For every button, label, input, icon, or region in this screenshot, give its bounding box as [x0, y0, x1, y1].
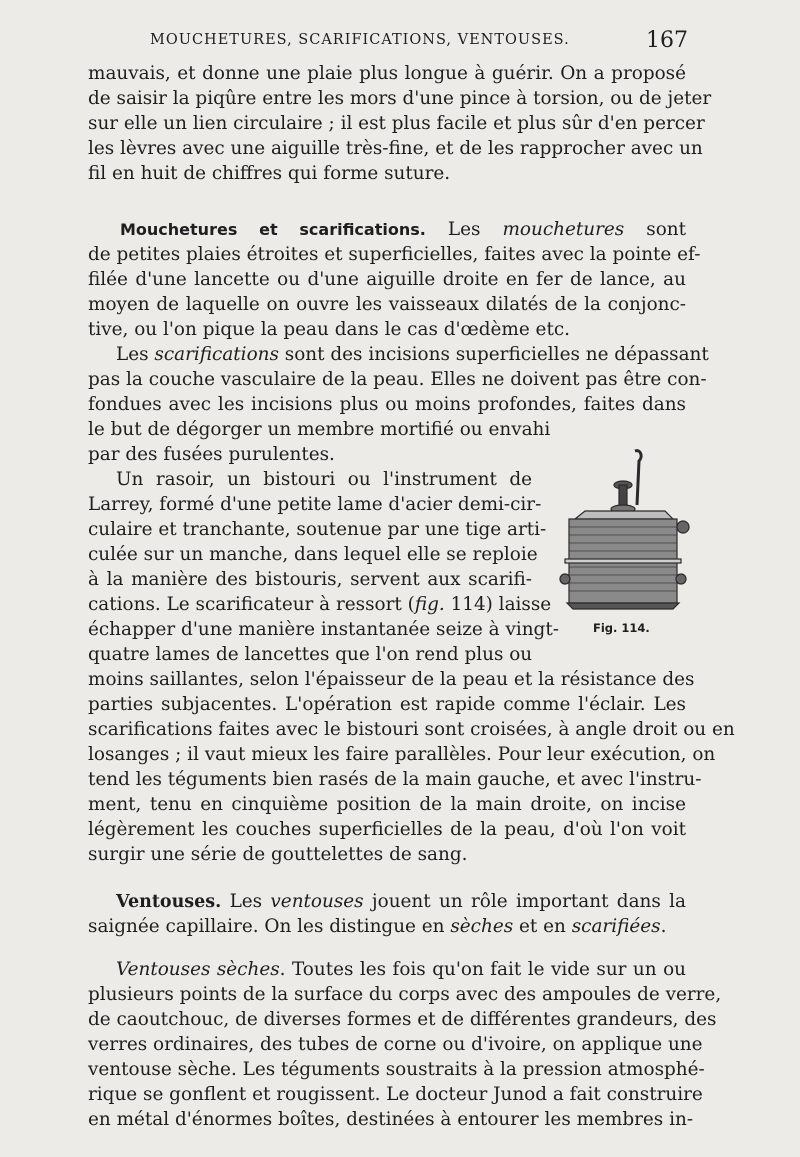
- text-line: surgir une série de gouttelettes de sang.: [88, 844, 468, 865]
- text-line: scarifications faites avec le bistouri sont croisées, à angle droit ou en: [88, 719, 735, 740]
- text-line: de caoutchouc, de diverses formes et de différentes grandeurs, des: [88, 1009, 717, 1030]
- italic-term: scarifiées: [571, 916, 661, 937]
- figure-caption: Fig. 114.: [593, 621, 650, 635]
- text-line: verres ordinaires, des tubes de corne ou d'ivoire, on applique une: [88, 1034, 703, 1055]
- italic-term: mouchetures: [502, 219, 625, 240]
- scarificator-illustration: [555, 445, 695, 615]
- text-span: Les: [221, 891, 271, 912]
- text-line: Un rasoir, un bistouri ou l'instrument de: [116, 469, 532, 490]
- running-head: MOUCHETURES, SCARIFICATIONS, VENTOUSES.: [150, 32, 570, 48]
- text-line: culaire et tranchante, soutenue par une tige arti-: [88, 519, 547, 540]
- text-line: parties subjacentes. L'opération est rapide comme l'éclair. Les: [88, 694, 686, 715]
- text-line: tend les téguments bien rasés de la main gauche, et avec l'instru-: [88, 769, 702, 790]
- section-heading-line: [120, 218, 686, 242]
- text-span: et en: [513, 916, 572, 937]
- text-line: [88, 593, 552, 617]
- text-span: . Toutes les fois qu'on fait le vide sur un ou: [279, 959, 686, 980]
- text-line: culée sur un manche, dans lequel elle se reploie: [88, 544, 538, 565]
- text-line: de petites plaies étroites et superficielles, faites avec la pointe ef-: [88, 244, 701, 265]
- page-number: 167: [646, 28, 688, 53]
- text-line: ment, tenu en cinquième position de la main droite, on incise: [88, 794, 686, 815]
- italic-term: ventouses: [270, 891, 364, 912]
- text-line: en métal d'énormes boîtes, destinées à entourer les membres in-: [88, 1109, 694, 1130]
- text-line: les lèvres avec une aiguille très-fine, et de les rapprocher avec un: [88, 138, 703, 159]
- text-line: à la manière des bistouris, servent aux scarifi-: [88, 569, 532, 590]
- text-line: pas la couche vasculaire de la peau. Elles ne doivent pas être con-: [88, 369, 707, 390]
- text-line: le but de dégorger un membre mortifié ou envahi: [88, 419, 551, 440]
- section-heading-line: [116, 890, 686, 914]
- text-span: saignée capillaire. On les distingue en: [88, 916, 451, 937]
- text-line: plusieurs points de la surface du corps avec des ampoules de verre,: [88, 984, 722, 1005]
- italic-term: fig.: [414, 594, 445, 615]
- text-line: échapper d'une manière instantanée seize à vingt-: [88, 619, 559, 640]
- text-span: Les: [116, 344, 155, 365]
- text-line: [116, 343, 709, 367]
- text-line: losanges ; il vaut mieux les faire parallèles. Pour leur exécution, on: [88, 744, 716, 765]
- text-line: fil en huit de chiffres qui forme suture.: [88, 163, 451, 184]
- text-line: de saisir la piqûre entre les mors d'une pince à torsion, ou de jeter: [88, 88, 712, 109]
- text-line: quatre lames de lancettes que l'on rend plus ou: [88, 644, 533, 665]
- italic-subheading: Ventouses sèches: [116, 959, 280, 980]
- italic-term: scarifications: [154, 344, 279, 365]
- text-span: cations. Le scarificateur à ressort (: [88, 594, 415, 615]
- section-heading-mouchetures: Mouchetures et scarifications.: [120, 220, 426, 239]
- text-line: [116, 958, 686, 982]
- text-line: fondues avec les incisions plus ou moins profondes, faites dans: [88, 394, 686, 415]
- text-line: moins saillantes, selon l'épaisseur de la peau et la résistance des: [88, 669, 695, 690]
- text-span: 114) laisse: [444, 594, 552, 615]
- text-span: jouent un rôle important dans la: [363, 891, 686, 912]
- text-line: sur elle un lien circulaire ; il est plus facile et plus sûr d'en percer: [88, 113, 705, 134]
- text-line: ventouse sèche. Les téguments soustraits à la pression atmosphé-: [88, 1059, 705, 1080]
- text-span: sont des incisions superficielles ne dépassant: [278, 344, 709, 365]
- text-line: tive, ou l'on pique la peau dans le cas d'œdème etc.: [88, 319, 570, 340]
- text-line: rique se gonflent et rougissent. Le docteur Junod a fait construire: [88, 1084, 703, 1105]
- italic-term: sèches: [450, 916, 514, 937]
- text-line: mauvais, et donne une plaie plus longue à guérir. On a proposé: [88, 63, 686, 84]
- text-line: par des fusées purulentes.: [88, 444, 335, 465]
- text-span: sont: [624, 219, 686, 240]
- text-line: Larrey, formé d'une petite lame d'acier demi-cir-: [88, 494, 542, 515]
- text-line: filée d'une lancette ou d'une aiguille droite en fer de lance, au: [88, 269, 686, 290]
- text-line: légèrement les couches superficielles de la peau, d'où l'on voit: [88, 819, 686, 840]
- text-line: [88, 915, 666, 939]
- section-heading-ventouses: Ventouses.: [116, 892, 222, 912]
- text-line: moyen de laquelle on ouvre les vaisseaux dilatés de la conjonc-: [88, 294, 686, 315]
- text-span: .: [660, 916, 667, 937]
- text-span: Les: [425, 219, 503, 240]
